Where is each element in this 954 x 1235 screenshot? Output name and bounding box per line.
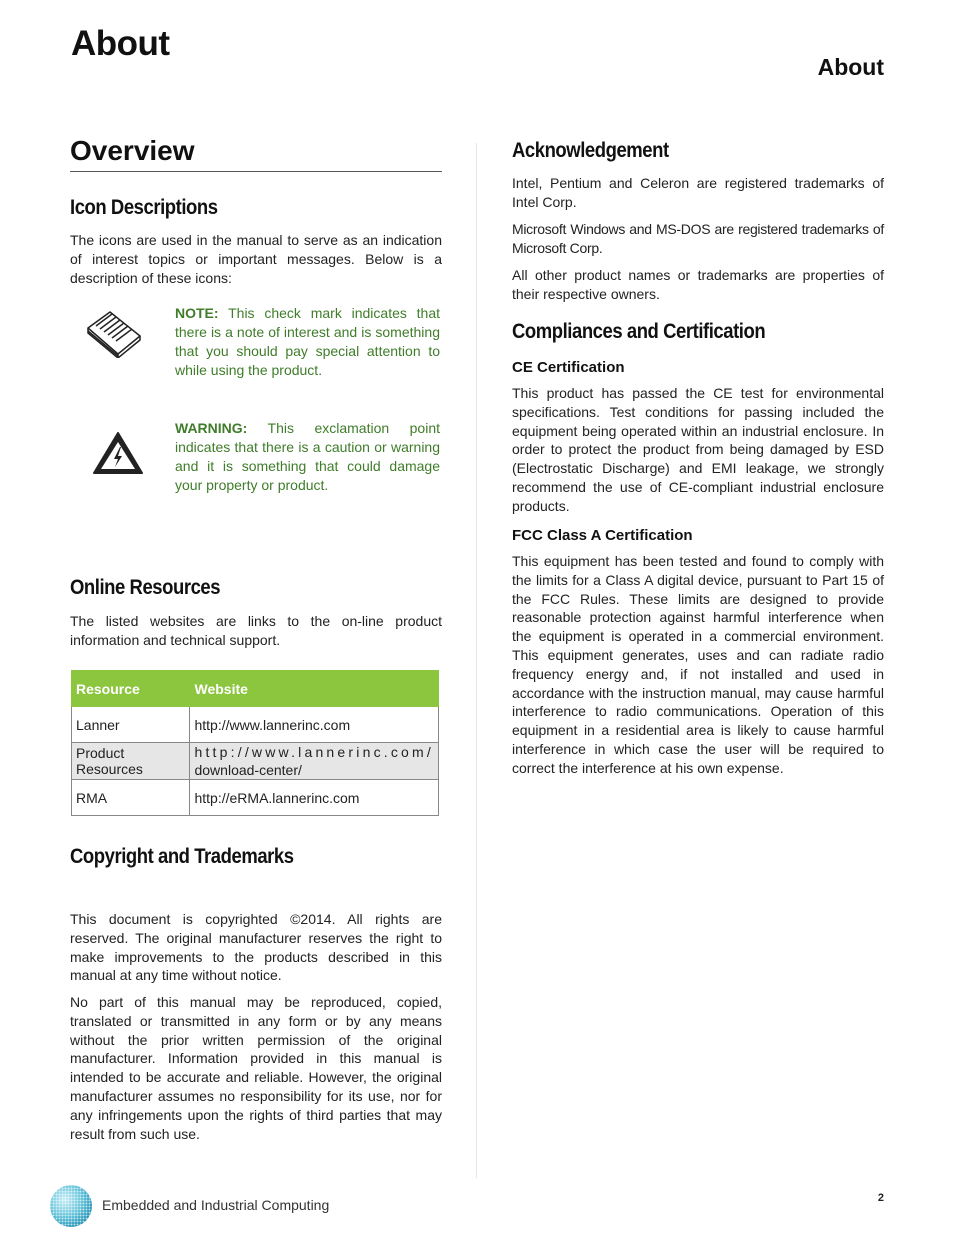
table-row [72, 743, 439, 780]
column-divider [476, 143, 477, 1178]
table-row [72, 780, 439, 816]
online-resources-title: Online Resources [70, 576, 221, 599]
icon-descriptions-intro: The icons are used in the manual to serve as an indication of interest topics or important messages. Below is a description of these icons: [70, 232, 442, 286]
fcc-certification-text: This equipment has been tested and found to comply with the limits for a Class A digital device, pursuant to Part 15 of the FCC Rules. These limits are designed to provide reasonable protection against harmful interference when the equipment is operated in a commercial environment. This equipment generates, uses and can radiate radio frequency energy and, if not installed and used in accordance with the instruction manual, may cause harmful interference to radio communications. Operation of this equipment in a residential area is likely to cause harmful interference in which case the user will be required to correct the interference at his own expense. [512, 553, 884, 776]
website-link[interactable] [190, 743, 439, 780]
website-link-line2: download-center/ [194, 762, 302, 778]
resource-cell: RMA [72, 780, 190, 816]
note-text: This check mark indicates that there is a note of interest and is something that you should pay special attention to while using the product. [175, 305, 441, 378]
copyright-paragraph-1: This document is copyrighted ©2014. All rights are reserved. The original manufacturer reserves the right to make improvements to the products described in this manual at any time without notice. [70, 911, 442, 984]
globe-logo-icon [49, 1184, 93, 1233]
resource-cell: Product Resources [72, 743, 190, 780]
note-description [175, 304, 440, 380]
page-number: 2 [877, 1192, 884, 1204]
table-header-row [72, 671, 439, 707]
online-resources-intro: The listed websites are links to the on-line product information and technical support. [70, 613, 442, 648]
header-right-title: About [817, 54, 884, 80]
warning-text: This exclamation point indicates that there is a caution or warning and it is something that could damage your property or product. [175, 420, 440, 493]
ce-certification-title: CE Certification [512, 359, 625, 376]
resource-cell: Lanner [72, 707, 190, 743]
fcc-certification-title: FCC Class A Certification [512, 527, 693, 544]
warning-label: WARNING: [175, 420, 248, 436]
table-row [72, 707, 439, 743]
website-link-line1: http://www.lannerinc.com/ [194, 744, 434, 760]
note-label: NOTE: [175, 305, 219, 321]
ce-certification-text: This product has passed the CE test for environmental specifications. Test conditions for passing included the equipment being operated within an industrial enclosure. In order to protect the product from being damaged by ESD (Electrostatic Discharge) and EMI leakage, we strongly recommend the use of CE-compliant industrial enclosure products. [512, 385, 884, 514]
website-link[interactable]: http://eRMA.lannerinc.com [190, 780, 439, 816]
copyright-paragraph-2: No part of this manual may be reproduced, copied, translated or transmitted in any form or by any means without the prior written permission of the original manufacturer. Information provided in this manual is intended to be accurate and reliable. However, the original manufacturer assumes no responsibility for its use, nor for any infringements upon the rights of third parties that may result from such use. [70, 994, 442, 1142]
copyright-title: Copyright and Trademarks [70, 845, 294, 868]
page-heading: About [71, 24, 170, 63]
warning-triangle-icon [91, 430, 145, 481]
compliance-title: Compliances and Certification [512, 320, 766, 343]
acknowledgement-paragraph-2: Microsoft Windows and MS-DOS are registered trademarks of Microsoft Corp. [512, 221, 884, 256]
warning-description [175, 419, 440, 495]
table-header-website: Website [190, 671, 439, 707]
website-link[interactable]: http://www.lannerinc.com [190, 707, 439, 743]
icon-descriptions-title: Icon Descriptions [70, 196, 218, 219]
table-header-resource: Resource [72, 671, 190, 707]
acknowledgement-paragraph-3: All other product names or trademarks are properties of their respective owners. [512, 267, 884, 302]
note-book-icon [84, 306, 144, 363]
footer-text: Embedded and Industrial Computing [102, 1197, 330, 1213]
acknowledgement-title: Acknowledgement [512, 139, 669, 162]
acknowledgement-paragraph-1: Intel, Pentium and Celeron are registered trademarks of Intel Corp. [512, 175, 884, 210]
resources-table [71, 670, 439, 816]
overview-title: Overview [70, 135, 442, 172]
